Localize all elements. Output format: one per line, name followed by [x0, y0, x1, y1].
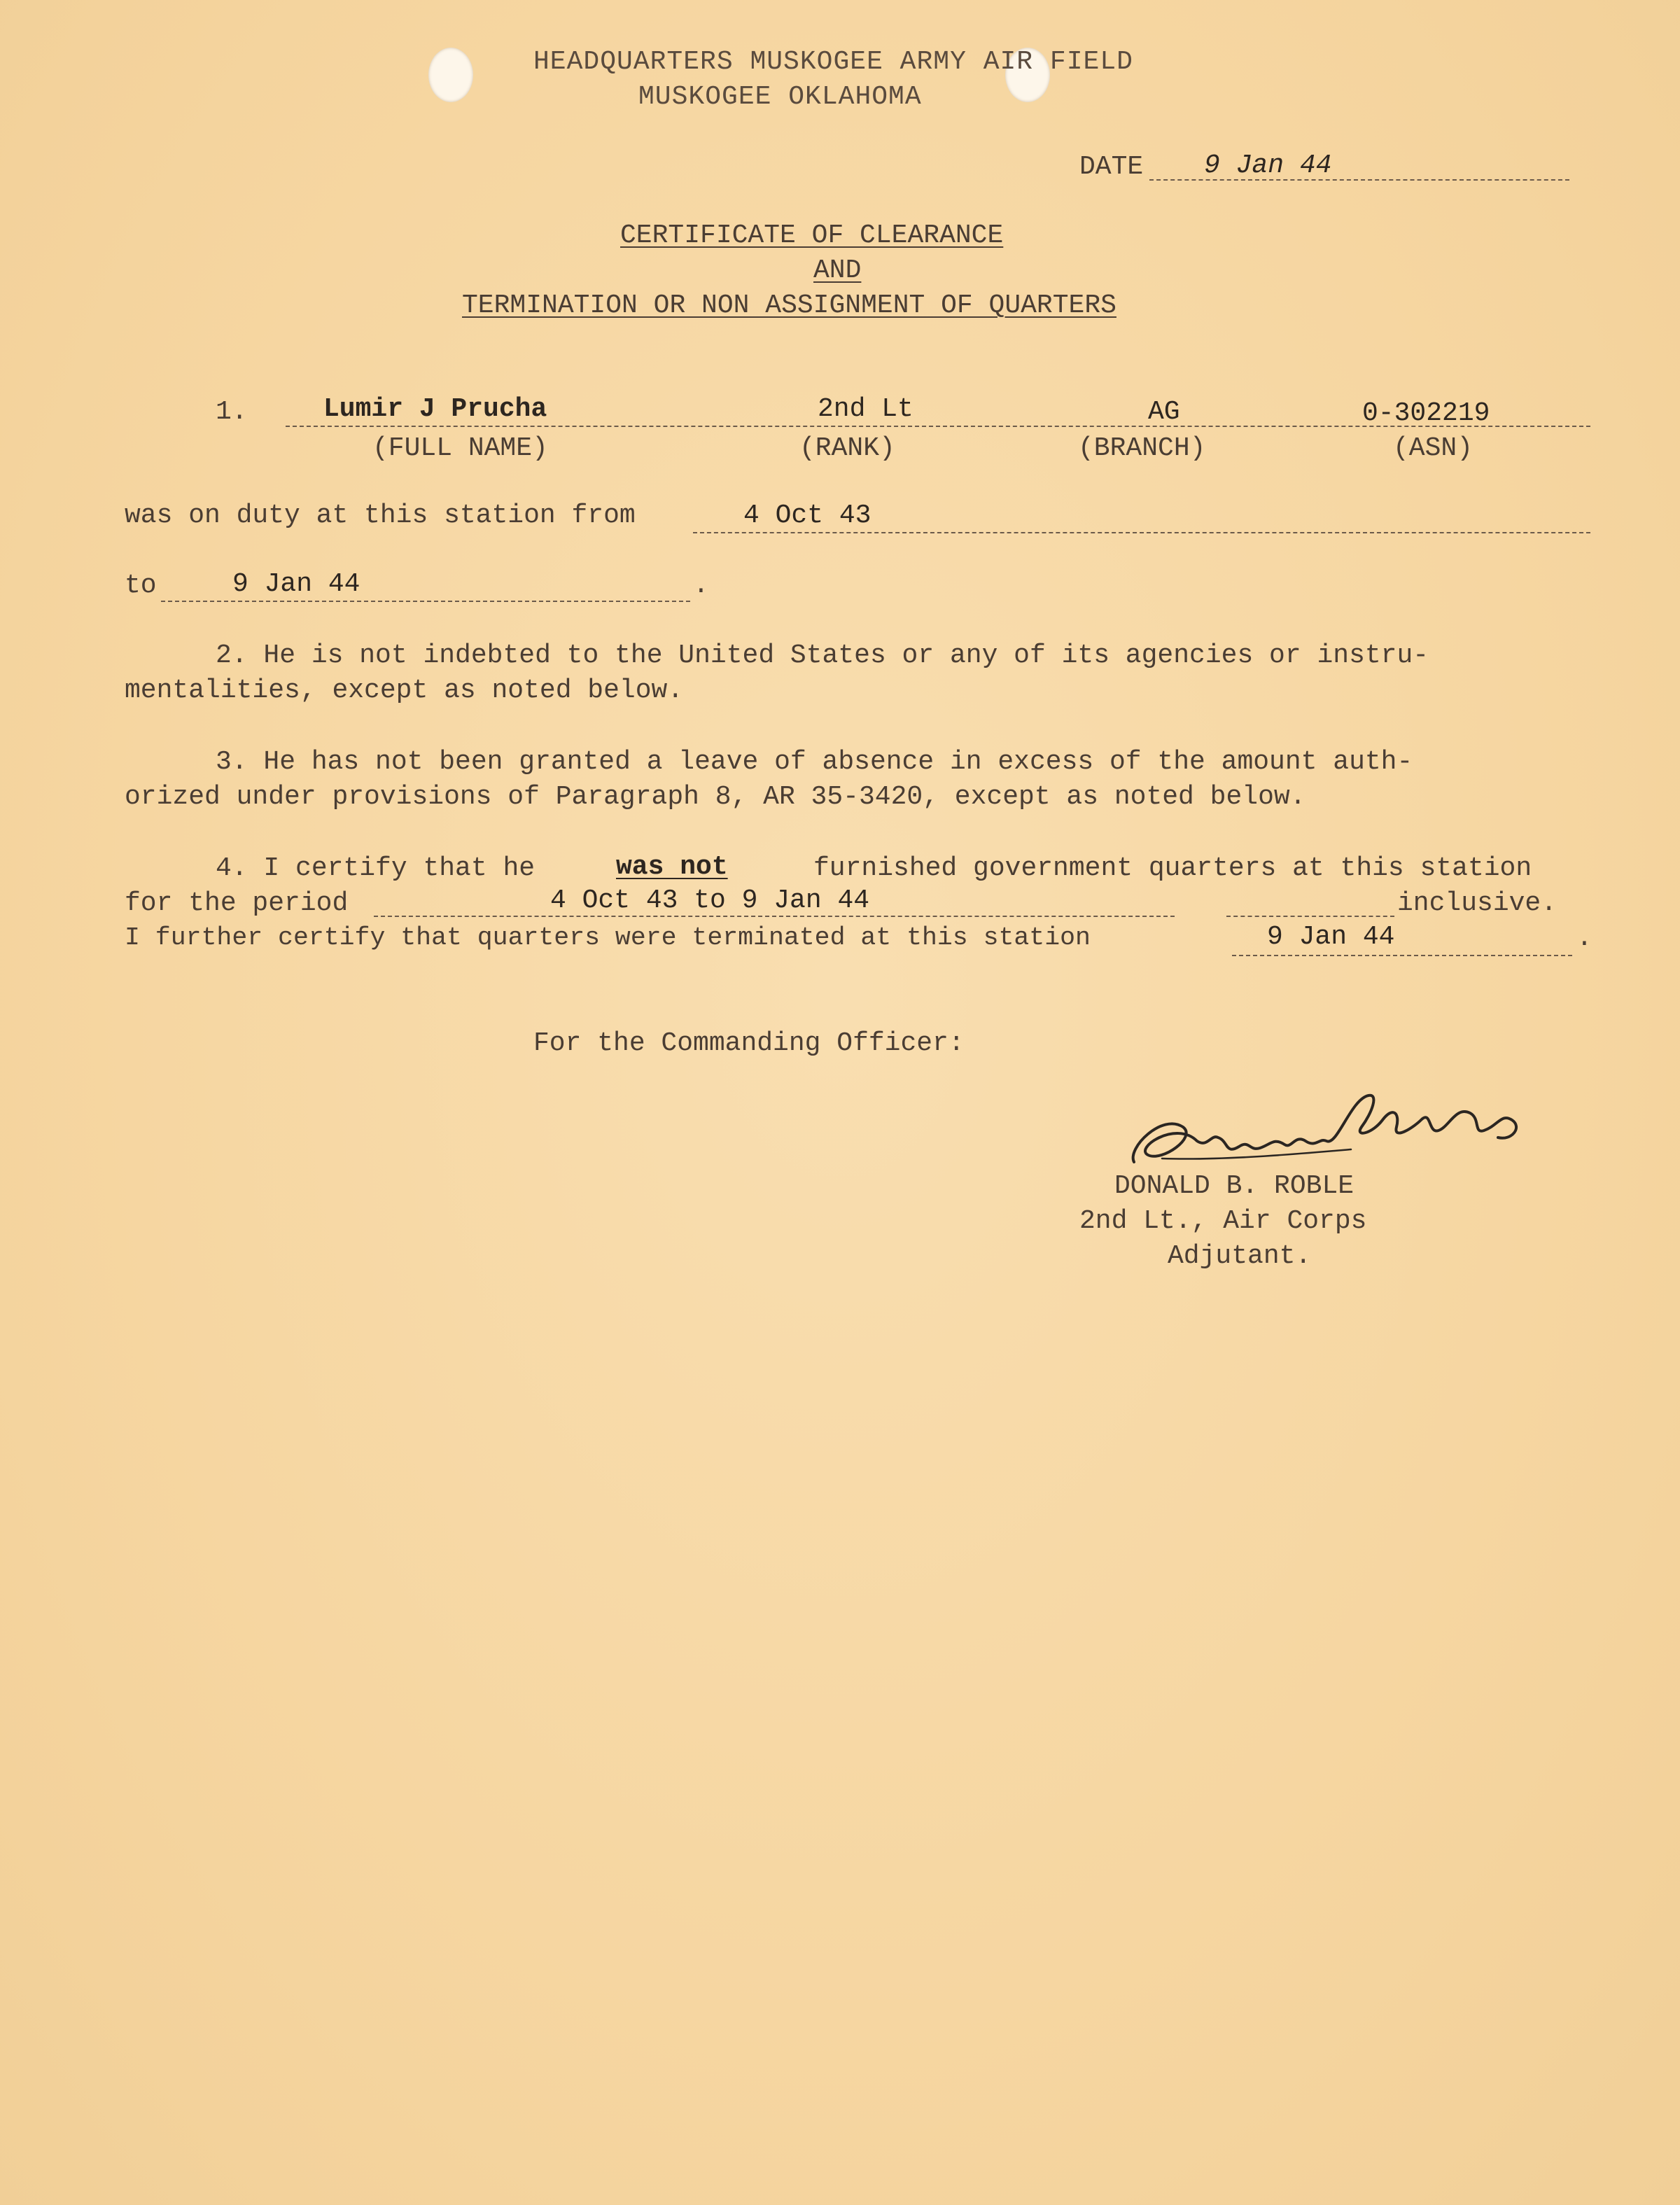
rank-value: 2nd Lt [818, 394, 913, 424]
duty-to-period: . [693, 570, 709, 601]
for-commanding-officer: For the Commanding Officer: [533, 1028, 965, 1058]
letterhead-line1: HEADQUARTERS MUSKOGEE ARMY AIR FIELD [533, 47, 1133, 77]
punch-hole-left [428, 48, 473, 102]
date-label: DATE [1079, 152, 1144, 182]
period-line-2 [1226, 916, 1394, 917]
date-value: 9 Jan 44 [1204, 150, 1332, 181]
duty-to-text: to [125, 570, 157, 601]
signer-name: DONALD B. ROBLE [1114, 1171, 1354, 1201]
para3-line2: orized under provisions of Paragraph 8, AR 35-3420, except as noted below. [125, 782, 1306, 812]
para4-line2a: for the period [125, 888, 349, 918]
title-line3: TERMINATION OR NON ASSIGNMENT OF QUARTERS [462, 290, 1116, 321]
para4-line2b: inclusive. [1397, 888, 1558, 918]
branch-label: (BRANCH) [1078, 433, 1206, 463]
asn-label: (ASN) [1393, 433, 1474, 463]
signer-title: Adjutant. [1168, 1241, 1312, 1271]
para4-line1b: furnished government quarters at this station [813, 853, 1532, 883]
signature [1120, 1071, 1554, 1176]
title-line2: AND [813, 255, 862, 286]
termination-line [1232, 955, 1572, 956]
duty-to-line [161, 601, 690, 602]
termination-value: 9 Jan 44 [1267, 922, 1395, 952]
period-line [374, 916, 1175, 917]
para4-line3a: I further certify that quarters were terminated at this station [125, 923, 1091, 952]
duty-to-value: 9 Jan 44 [232, 569, 360, 599]
asn-value: 0-302219 [1362, 398, 1490, 428]
item1-number: 1. [216, 397, 248, 427]
rank-label: (RANK) [799, 433, 895, 463]
signature-drawing [1120, 1071, 1554, 1176]
branch-value: AG [1148, 397, 1180, 427]
letterhead-line2: MUSKOGEE OKLAHOMA [638, 82, 922, 112]
para2-line1: 2. He is not indebted to the United States or any of its agencies or instru- [216, 640, 1429, 671]
para2-line2: mentalities, except as noted below. [125, 676, 684, 706]
full-name-value: Lumir J Prucha [323, 394, 547, 424]
full-name-label: (FULL NAME) [372, 433, 548, 463]
period-value: 4 Oct 43 to 9 Jan 44 [550, 886, 870, 916]
duty-from-value: 4 Oct 43 [743, 500, 872, 531]
para4-line1a: 4. I certify that he [216, 853, 536, 883]
termination-period: . [1576, 923, 1592, 953]
signer-rank: 2nd Lt., Air Corps [1079, 1206, 1367, 1236]
duty-from-line [693, 532, 1590, 533]
para3-line1: 3. He has not been granted a leave of absence in excess of the amount auth- [216, 747, 1413, 777]
title-line1: CERTIFICATE OF CLEARANCE [620, 220, 1004, 251]
quarters-status-value: was not [616, 852, 728, 882]
duty-from-text: was on duty at this station from [125, 500, 636, 531]
